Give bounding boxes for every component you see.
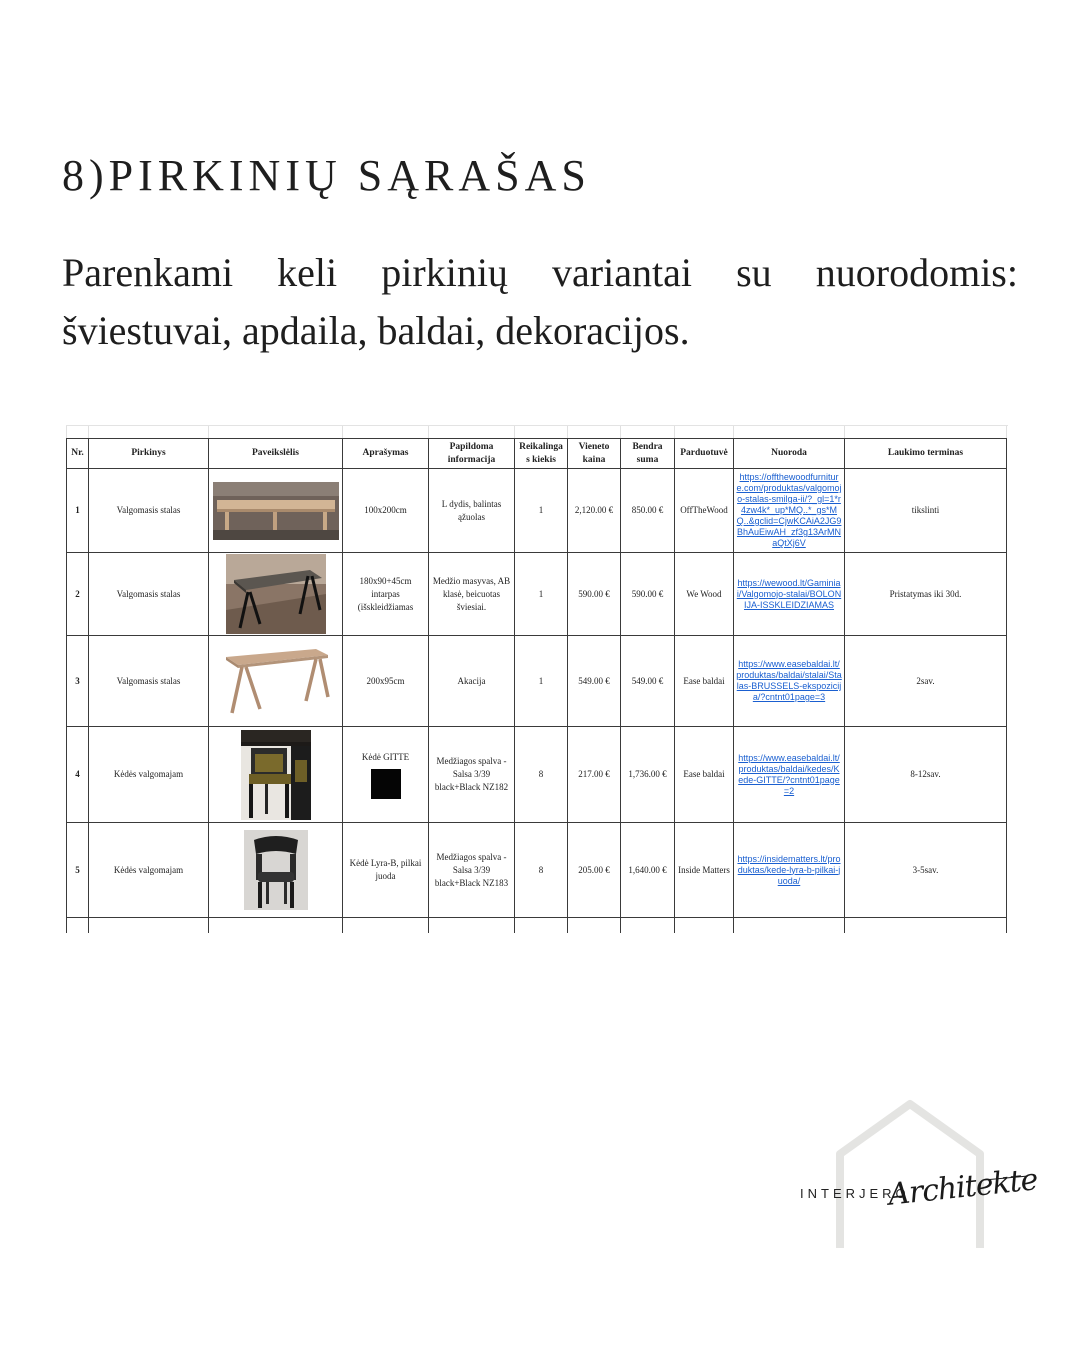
header-link: Nuoroda: [734, 439, 845, 469]
row-extra: Medžiagos spalva - Salsa 3/39 black+Black NZ182: [429, 727, 515, 823]
row-store: Inside Matters: [675, 823, 734, 918]
row-qty: 1: [515, 469, 568, 553]
row-nr: 4: [67, 727, 89, 823]
row-lead-time: 8-12sav.: [845, 727, 1007, 823]
table-row: [67, 469, 1007, 553]
row-image-cell: [209, 553, 343, 636]
row-lead-time: 3-5sav.: [845, 823, 1007, 918]
row-link-cell: [734, 469, 845, 553]
row-qty: 8: [515, 823, 568, 918]
acacia-table-image: [220, 643, 332, 719]
row-total: 1,736.00 €: [621, 727, 675, 823]
header-extra: Papildoma informacija: [429, 439, 515, 469]
purchase-table-sheet: [66, 425, 1008, 933]
table-row: [67, 727, 1007, 823]
row-nr: 5: [67, 823, 89, 918]
header-lead-time: Laukimo terminas: [845, 439, 1007, 469]
row-nr: 2: [67, 553, 89, 636]
row-store: Ease baldai: [675, 636, 734, 727]
row-description-cell: [343, 727, 429, 823]
header-unit-price: Vieneto kaina: [568, 439, 621, 469]
header-image: Paveikslėlis: [209, 439, 343, 469]
row-unit-price: 590.00 €: [568, 553, 621, 636]
row-description: 200x95cm: [343, 636, 429, 727]
row-unit-price: 205.00 €: [568, 823, 621, 918]
row-item: Kėdės valgomajam: [89, 727, 209, 823]
lyra-chair-image: [244, 830, 308, 910]
gitte-chair-image: [241, 730, 311, 820]
row-store: Ease baldai: [675, 727, 734, 823]
row-nr: 1: [67, 469, 89, 553]
row-item: Valgomasis stalas: [89, 553, 209, 636]
intro-paragraph: Parenkami keli pirkinių variantai su nuorodomis: šviestuvai, apdaila, baldai, dekoracijos.: [62, 250, 1018, 353]
header-store: Parduotuvė: [675, 439, 734, 469]
product-link[interactable]: https://insidematters.lt/produktas/kede-lyra-b-pilkai-juoda/: [737, 853, 841, 886]
row-store: OffTheWood: [675, 469, 734, 553]
logo-wordmark: INTERJERO: [800, 1186, 910, 1201]
header-description: Aprašymas: [343, 439, 429, 469]
product-link[interactable]: https://offthewoodfurniture.com/produktas/valgomojo-stalas-smilga-ii/?_gl=1*r4zw4k*_up*MQ..*_gs*MQ..&gclid=CjwKCAiA2JG9BhAuEiwAH_zf3g13ArMNaQtXj6V: [736, 472, 842, 548]
row-total: 590.00 €: [621, 553, 675, 636]
row-qty: 1: [515, 636, 568, 727]
header-item: Pirkinys: [89, 439, 209, 469]
table-row: [67, 823, 1007, 918]
row-qty: 8: [515, 727, 568, 823]
header-qty: Reikalinga s kiekis: [515, 439, 568, 469]
row-description: 180x90+45cm intarpas (išskleidžiamas: [343, 553, 429, 636]
row-link-cell: [734, 727, 845, 823]
wooden-table-image: [213, 482, 339, 540]
product-link[interactable]: https://www.easebaldai.lt/produktas/baldai/stalai/Stalas-BRUSSELS-ekspozicija/?cntnt01page=3: [736, 659, 842, 702]
row-image-cell: [209, 469, 343, 553]
row-image-cell: [209, 727, 343, 823]
dark-table-image: [226, 554, 326, 634]
row-link-cell: [734, 636, 845, 727]
fabric-swatch: [371, 769, 401, 799]
header-nr: Nr.: [67, 439, 89, 469]
row-total: 1,640.00 €: [621, 823, 675, 918]
row-image-cell: [209, 636, 343, 727]
table-row: [67, 636, 1007, 727]
row-description: Kėdė GITTE: [361, 751, 410, 762]
row-item: Valgomasis stalas: [89, 469, 209, 553]
row-qty: 1: [515, 553, 568, 636]
row-nr: 3: [67, 636, 89, 727]
row-link-cell: [734, 823, 845, 918]
page-heading: 8)PIRKINIŲ SĄRAŠAS: [62, 151, 591, 200]
row-extra: Medžiagos spalva - Salsa 3/39 black+Black NZ183: [429, 823, 515, 918]
row-extra: Medžio masyvas, AB klasė, beicuotas šviesiai.: [429, 553, 515, 636]
spreadsheet-top-gap: [67, 426, 1007, 439]
header-total: Bendra suma: [621, 439, 675, 469]
row-store: We Wood: [675, 553, 734, 636]
row-unit-price: 2,120.00 €: [568, 469, 621, 553]
table-header-row: [67, 439, 1007, 469]
row-item: Valgomasis stalas: [89, 636, 209, 727]
row-lead-time: Pristatymas iki 30d.: [845, 553, 1007, 636]
product-link[interactable]: https://www.easebaldai.lt/produktas/baldai/kedes/Kede-GITTE/?cntnt01page=2: [738, 752, 840, 796]
table-row-partial: [67, 918, 1007, 934]
row-total: 850.00 €: [621, 469, 675, 553]
logo-signature: Architekte: [886, 1162, 1039, 1213]
row-item: Kėdės valgomajam: [89, 823, 209, 918]
row-extra: Akacija: [429, 636, 515, 727]
row-image-cell: [209, 823, 343, 918]
row-description: 100x200cm: [343, 469, 429, 553]
row-lead-time: 2sav.: [845, 636, 1007, 727]
row-link-cell: [734, 553, 845, 636]
row-description: Kėdė Lyra-B, pilkai juoda: [343, 823, 429, 918]
row-total: 549.00 €: [621, 636, 675, 727]
row-unit-price: 217.00 €: [568, 727, 621, 823]
row-lead-time: tikslinti: [845, 469, 1007, 553]
row-unit-price: 549.00 €: [568, 636, 621, 727]
product-link[interactable]: https://wewood.lt/Gaminiai/Valgomojo-stalai/BOLONIJA-ISSKLEIDZIAMAS: [736, 577, 842, 610]
row-extra: L dydis, balintas ąžuolas: [429, 469, 515, 553]
table-row: [67, 553, 1007, 636]
purchase-table: [66, 426, 1007, 933]
